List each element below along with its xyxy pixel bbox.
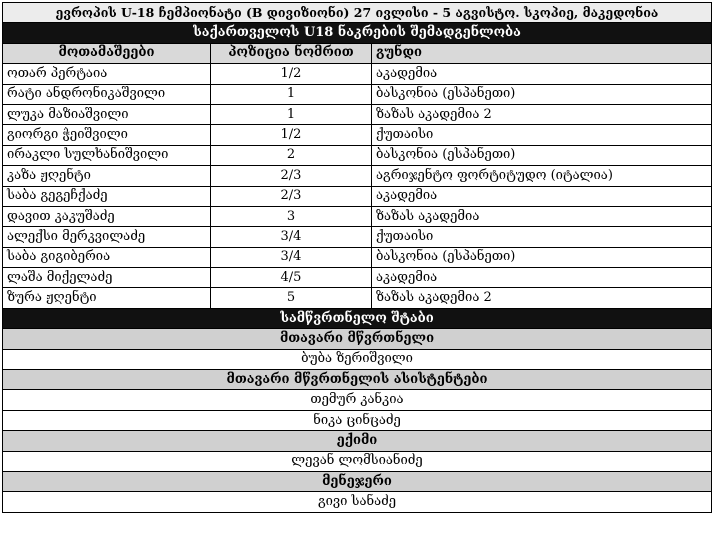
player-club: ბასკონია (ესპანეთი) xyxy=(372,145,712,165)
player-club: ბასკონია (ესპანეთი) xyxy=(372,84,712,104)
assistants-section xyxy=(3,370,712,390)
player-name: საბა გეგეჩქაძე xyxy=(3,186,211,206)
head-coach-section xyxy=(3,329,712,349)
table-row xyxy=(3,166,712,186)
table-row xyxy=(3,84,712,104)
player-club: ქუთაისი xyxy=(372,125,712,145)
player-position: 2 xyxy=(211,145,372,165)
player-name: გიორგი ჭეიშვილი xyxy=(3,125,211,145)
player-position: 4/5 xyxy=(211,268,372,288)
player-position: 1 xyxy=(211,84,372,104)
table-row xyxy=(3,186,712,206)
player-position: 5 xyxy=(211,288,372,308)
column-header-club: გუნდი xyxy=(372,43,712,63)
player-club: აკადემია xyxy=(372,268,712,288)
assistant-name: ნიკა ცინცაძე xyxy=(3,410,712,430)
manager-row xyxy=(3,492,712,512)
player-name: ზურა ჟღენტი xyxy=(3,288,211,308)
assistants-label: მთავარი მწვრთნელის ასისტენტები xyxy=(3,370,712,390)
table-row xyxy=(3,104,712,124)
head-coach-name: ბუბა ზერიშვილი xyxy=(3,349,712,369)
player-name: ლაშა მიქელაძე xyxy=(3,268,211,288)
player-position: 2/3 xyxy=(211,166,372,186)
head-coach-row xyxy=(3,349,712,369)
column-header-player: მოთამაშეები xyxy=(3,43,211,63)
player-name: ირაკლი სულხანიშვილი xyxy=(3,145,211,165)
player-name: საბა გიგიბერია xyxy=(3,247,211,267)
table-row xyxy=(3,206,712,226)
manager-name: გივი სანაძე xyxy=(3,492,712,512)
player-position: 3/4 xyxy=(211,247,372,267)
doctor-row xyxy=(3,451,712,471)
column-header-row xyxy=(3,43,712,63)
player-name: ალექსი მერკვილაძე xyxy=(3,227,211,247)
player-club: აგრიჯენტო ფორტიტუდო (იტალია) xyxy=(372,166,712,186)
squad-title: საქართველოს U18 ნაკრების შემადგენლობა xyxy=(3,23,712,43)
player-position: 3 xyxy=(211,206,372,226)
table-row xyxy=(3,64,712,84)
title-row xyxy=(3,3,712,23)
tournament-title: ევროპის U-18 ჩემპიონატი (B დივიზიონი) 27 ივლისი - 5 აგვისტო. სკოპიე, მაკედონია xyxy=(3,3,712,23)
table-row xyxy=(3,288,712,308)
player-club: ზაზას აკადემია xyxy=(372,206,712,226)
table-row xyxy=(3,268,712,288)
roster-table xyxy=(2,2,712,513)
player-position: 2/3 xyxy=(211,186,372,206)
staff-title: სამწვრთნელო შტაბი xyxy=(3,308,712,328)
table-row xyxy=(3,227,712,247)
player-club: ზაზას აკადემია 2 xyxy=(372,288,712,308)
player-club: ბასკონია (ესპანეთი) xyxy=(372,247,712,267)
player-club: აკადემია xyxy=(372,64,712,84)
manager-section xyxy=(3,471,712,491)
subtitle-row xyxy=(3,23,712,43)
doctor-name: ლევან ლომსიანიძე xyxy=(3,451,712,471)
assistant-name: თემურ კანკია xyxy=(3,390,712,410)
player-position: 1 xyxy=(211,104,372,124)
player-club: აკადემია xyxy=(372,186,712,206)
player-position: 1/2 xyxy=(211,125,372,145)
player-name: რატი ანდრონიკაშვილი xyxy=(3,84,211,104)
player-name: ოთარ პერტაია xyxy=(3,64,211,84)
player-club: ქუთაისი xyxy=(372,227,712,247)
head-coach-label: მთავარი მწვრთნელი xyxy=(3,329,712,349)
manager-label: მენეჯერი xyxy=(3,471,712,491)
assistant-row xyxy=(3,390,712,410)
table-row xyxy=(3,247,712,267)
doctor-label: ექიმი xyxy=(3,431,712,451)
player-name: ლუკა მაზიაშვილი xyxy=(3,104,211,124)
player-name: დავით კაკუშაძე xyxy=(3,206,211,226)
staff-title-row xyxy=(3,308,712,328)
player-position: 1/2 xyxy=(211,64,372,84)
player-club: ზაზას აკადემია 2 xyxy=(372,104,712,124)
table-row xyxy=(3,125,712,145)
table-row xyxy=(3,145,712,165)
doctor-section xyxy=(3,431,712,451)
assistant-row xyxy=(3,410,712,430)
player-position: 3/4 xyxy=(211,227,372,247)
column-header-position: პოზიცია ნომრით xyxy=(211,43,372,63)
player-name: კაზა ჟღენტი xyxy=(3,166,211,186)
